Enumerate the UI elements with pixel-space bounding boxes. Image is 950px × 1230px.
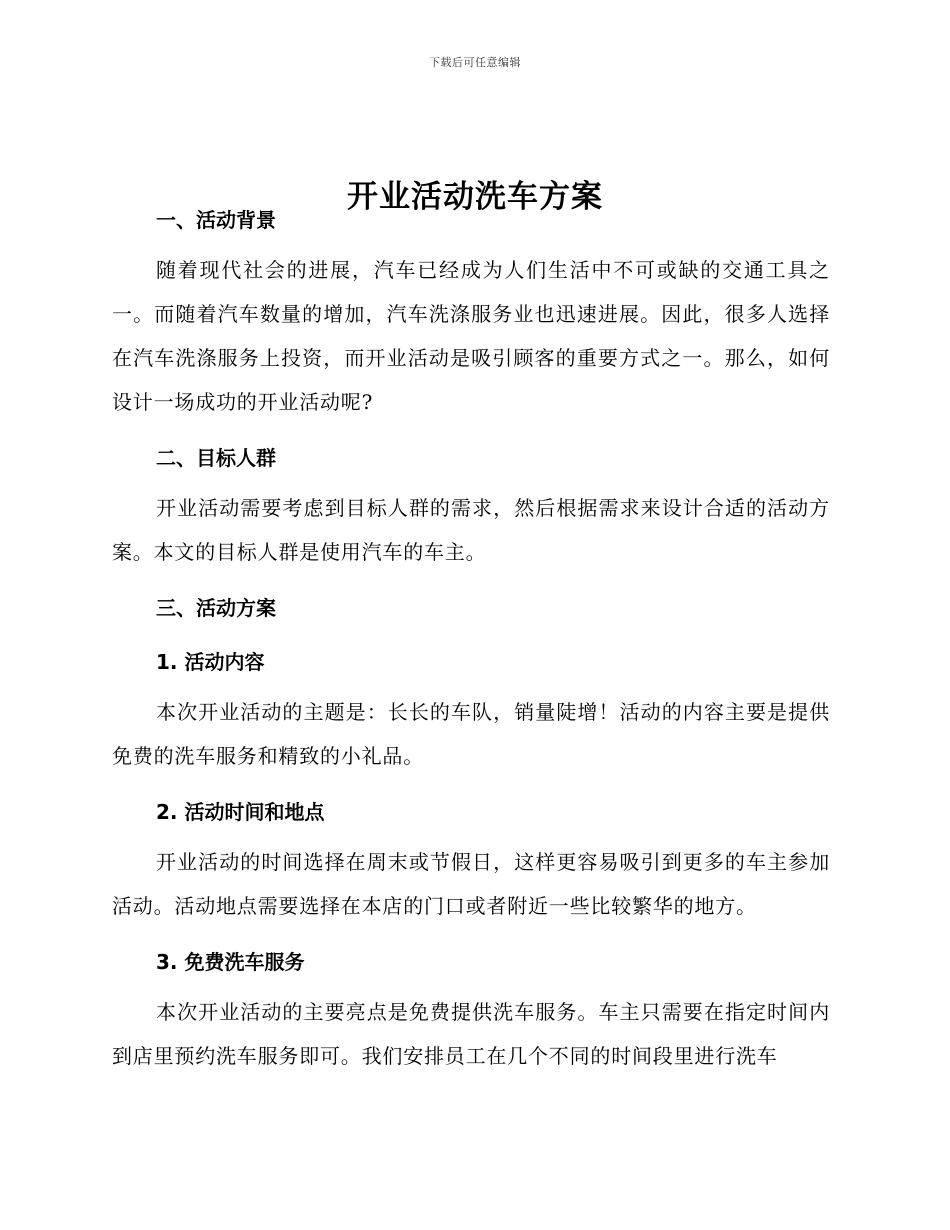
subheading-time-and-location: 2. 活动时间和地点: [156, 800, 325, 824]
section-heading-background: 一、活动背景: [156, 208, 276, 232]
paragraph-target-audience: 开业活动需要考虑到目标人群的需求，然后根据需求来设计合适的活动方案。本文的目标人群是使用汽车的车主。: [112, 496, 830, 564]
paragraph-free-car-wash: 本次开业活动的主要亮点是免费提供洗车服务。车主只需要在指定时间内到店里预约洗车服务即可。我们安排员工在几个不同的时间段里进行洗车: [112, 1000, 830, 1068]
paragraph-time-and-location: 开业活动的时间选择在周末或节假日，这样更容易吸引到更多的车主参加活动。活动地点需要选择在本店的门口或者附近一些比较繁华的地方。: [112, 850, 830, 918]
section-heading-target-audience: 二、目标人群: [156, 446, 276, 470]
subheading-free-car-wash: 3. 免费洗车服务: [156, 950, 305, 974]
subheading-activity-content: 1. 活动内容: [156, 650, 265, 674]
section-heading-activity-plan: 三、活动方案: [156, 596, 276, 620]
document-title: 开业活动洗车方案: [347, 178, 603, 215]
document-body: [112, 200, 830, 1078]
paragraph-activity-content: 本次开业活动的主题是：长长的车队，销量陡增！活动的内容主要是提供免费的洗车服务和精致的小礼品。: [112, 700, 830, 768]
paragraph-background: 随着现代社会的进展，汽车已经成为人们生活中不可或缺的交通工具之一。而随着汽车数量的增加，汽车洗涤服务业也迅速进展。因此，很多人选择在汽车洗涤服务上投资，而开业活动是吸引顾客的重要方式之一。那么，如何设计一场成功的开业活动呢?: [112, 258, 830, 414]
header-note: 下载后可任意编辑: [429, 56, 521, 69]
